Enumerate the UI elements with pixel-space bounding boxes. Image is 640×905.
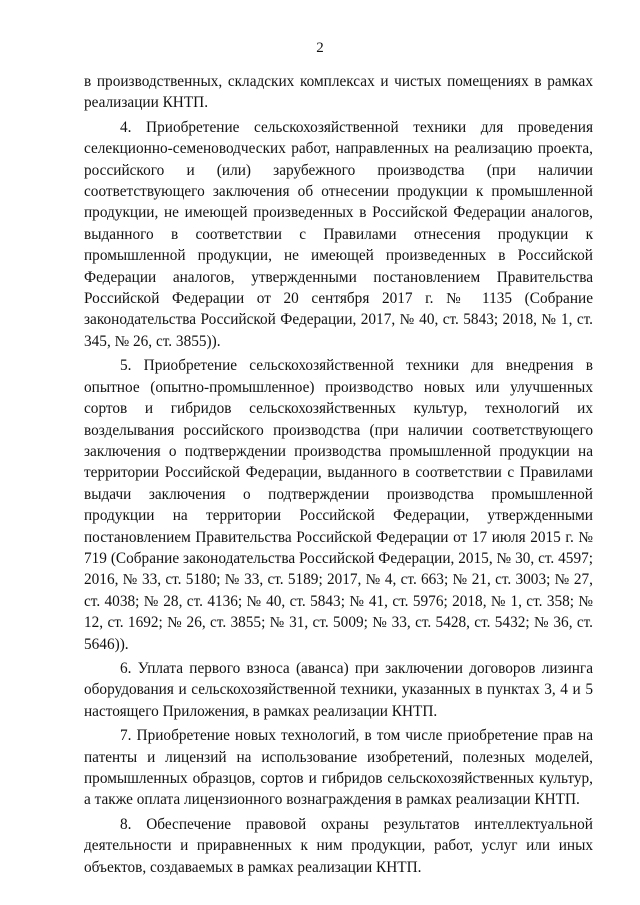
page-number: 2 <box>316 40 324 56</box>
document-body <box>84 71 593 878</box>
paragraph-item-4: 4. Приобретение сельскохозяйственной техники для проведения селекционно-семеноводческих работ, направленных на реализацию проекта, российского и (или) зарубежного производства (при наличии соответствующего заключения об отнесении продукции к промышленной продукции, не имеющей произведенных в Российской Федерации аналогов, выданного в соответствии с Правилами отнесения продукции к промышленной продукции, не имеющей произведенных в Российской Федерации аналогов, утвержденными постановлением Правительства Российской Федерации от 20 сентября 2017 г. № 1135 (Собрание законодательства Российской Федерации, 2017, № 40, ст. 5843; 2018, № 1, ст. 345, № 26, ст. 3855)). <box>84 118 593 350</box>
paragraph-continuation: в производственных, складских комплексах и чистых помещениях в рамках реализации КНТП. <box>84 73 593 112</box>
paragraph-item-8: 8. Обеспечение правовой охраны результатов интеллектуальной деятельности и приравненных к ним продукции, работ, услуг или иных объектов, создаваемых в рамках реализации КНТП. <box>84 815 593 876</box>
paragraph-item-6: 6. Уплата первого взноса (аванса) при заключении договоров лизинга оборудования и сельскохозяйственной техники, указанных в пунктах 3, 4 и 5 настоящего Приложения, в рамках реализации КНТП. <box>84 659 593 720</box>
paragraph-item-7: 7. Приобретение новых технологий, в том числе приобретение прав на патенты и лицензий на использование изобретений, полезных моделей, промышленных образцов, сортов и гибридов сельскохозяйственных культур, а также оплата лицензионного вознаграждения в рамках реализации КНТП. <box>84 727 593 809</box>
paragraph-item-5: 5. Приобретение сельскохозяйственной техники для внедрения в опытное (опытно-промышленное) производство новых или улучшенных сортов и гибридов сельскохозяйственных культур, технологий их возделывания российского производства (при наличии соответствующего заключения о подтверждении производства промышленной продукции на территории Российской Федерации, выданного в соответствии с Правилами выдачи заключения о подтверждении производства промышленной продукции на территории Российской Федерации, утвержденными постановлением Правительства Российской Федерации от 17 июля 2015 г. № 719 (Собрание законодательства Российской Федерации, 2015, № 30, ст. 4597; 2016, № 33, ст. 5180; № 33, ст. 5189; 2017, № 4, ст. 663; № 21, ст. 3003; № 27, ст. 4038; № 28, ст. 4136; № 40, ст. 5843; № 41, ст. 5976; 2018, № 1, ст. 358; № 12, ст. 1692; № 26, ст. 3855; № 31, ст. 5009; № 33, ст. 5428, ст. 5432; № 36, ст. 5646)). <box>84 357 593 653</box>
